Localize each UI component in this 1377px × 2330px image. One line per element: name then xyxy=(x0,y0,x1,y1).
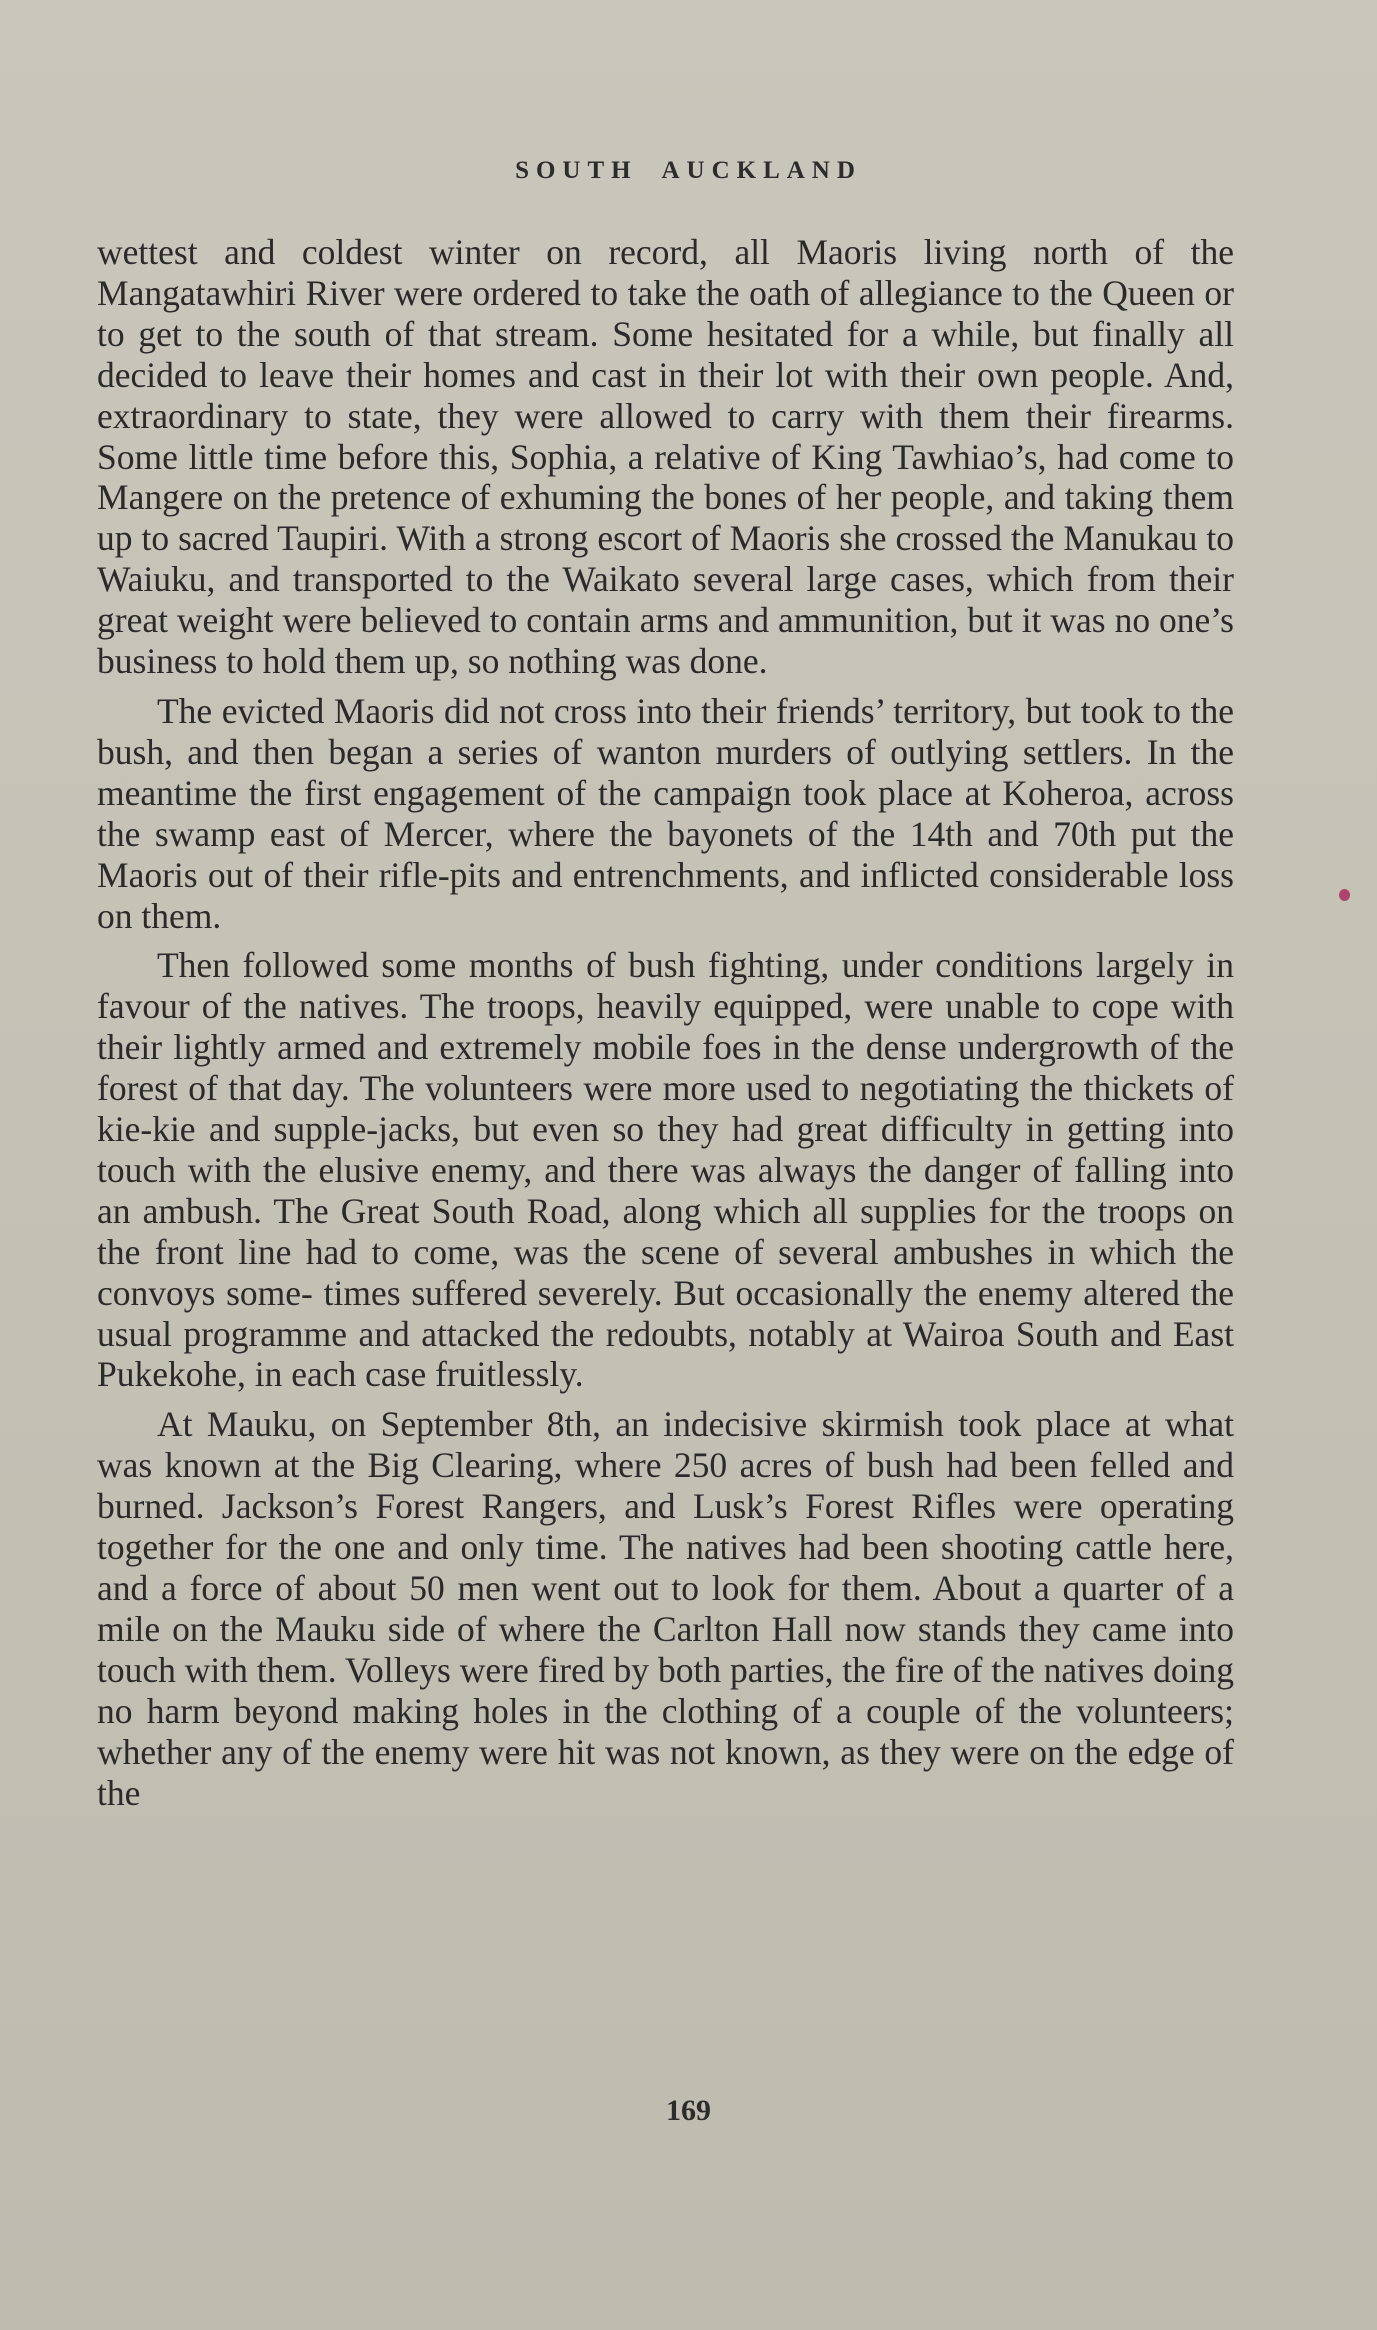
paragraph: Then followed some months of bush fighting, under conditions largely in favour of the natives. The troops, heavily equipped, were unable to cope with their lightly armed and extremely mobile foes in the dense undergrowth of the forest of that day. The volunteers were more used to negotiating the thickets of kie-kie and supple-jacks, but even so they had great difficulty in getting into touch with the elusive enemy, and there was always the danger of falling into an ambush. The Great South Road, along which all supplies for the troops on the front line had to come, was the scene of several ambushes in which the convoys some- times suffered severely. But occasionally the enemy altered the usual programme and attacked the redoubts, notably at Wairoa South and East Pukekohe, in each case fruitlessly. xyxy=(97,945,1234,1395)
page-number: 169 xyxy=(666,2094,711,2127)
running-head: SOUTH AUCKLAND xyxy=(515,157,862,184)
ink-spot xyxy=(1339,889,1350,901)
paragraph: At Mauku, on September 8th, an indecisive skirmish took place at what was known at the Big Clearing, where 250 acres of bush had been felled and burned. Jackson’s Forest Rangers, and Lusk’s Forest Rifles were operating together for the one and only time. The natives had been shooting cattle here, and a force of about 50 men went out to look for them. About a quarter of a mile on the Mauku side of where the Carlton Hall now stands they came into touch with them. Volleys were fired by both parties, the fire of the natives doing no harm beyond making holes in the clothing of a couple of the volunteers; whether any of the enemy were hit was not known, as they were on the edge of the xyxy=(97,1404,1234,1813)
paragraph: The evicted Maoris did not cross into their friends’ territory, but took to the bush, and then began a series of wanton murders of outlying settlers. In the meantime the first engagement of the campaign took place at Koheroa, across the swamp east of Mercer, where the bayonets of the 14th and 70th put the Maoris out of their rifle-pits and entrenchments, and inflicted considerable loss on them. xyxy=(97,690,1234,936)
body-text xyxy=(97,232,1234,1813)
paragraph-continued: wettest and coldest winter on record, all Maoris living north of the Mangatawhiri River were ordered to take the oath of allegiance to the Queen or to get to the south of that stream. Some hesitated for a while, but finally all decided to leave their homes and cast in their lot with their own people. And, extraordinary to state, they were allowed to carry with them their firearms. Some little time before this, Sophia, a relative of King Tawhiao’s, had come to Mangere on the pretence of exhuming the bones of her people, and taking them up to sacred Taupiri. With a strong escort of Maoris she crossed the Manukau to Waiuku, and transported to the Waikato several large cases, which from their great weight were believed to contain arms and ammunition, but it was no one’s business to hold them up, so nothing was done. xyxy=(97,232,1234,682)
